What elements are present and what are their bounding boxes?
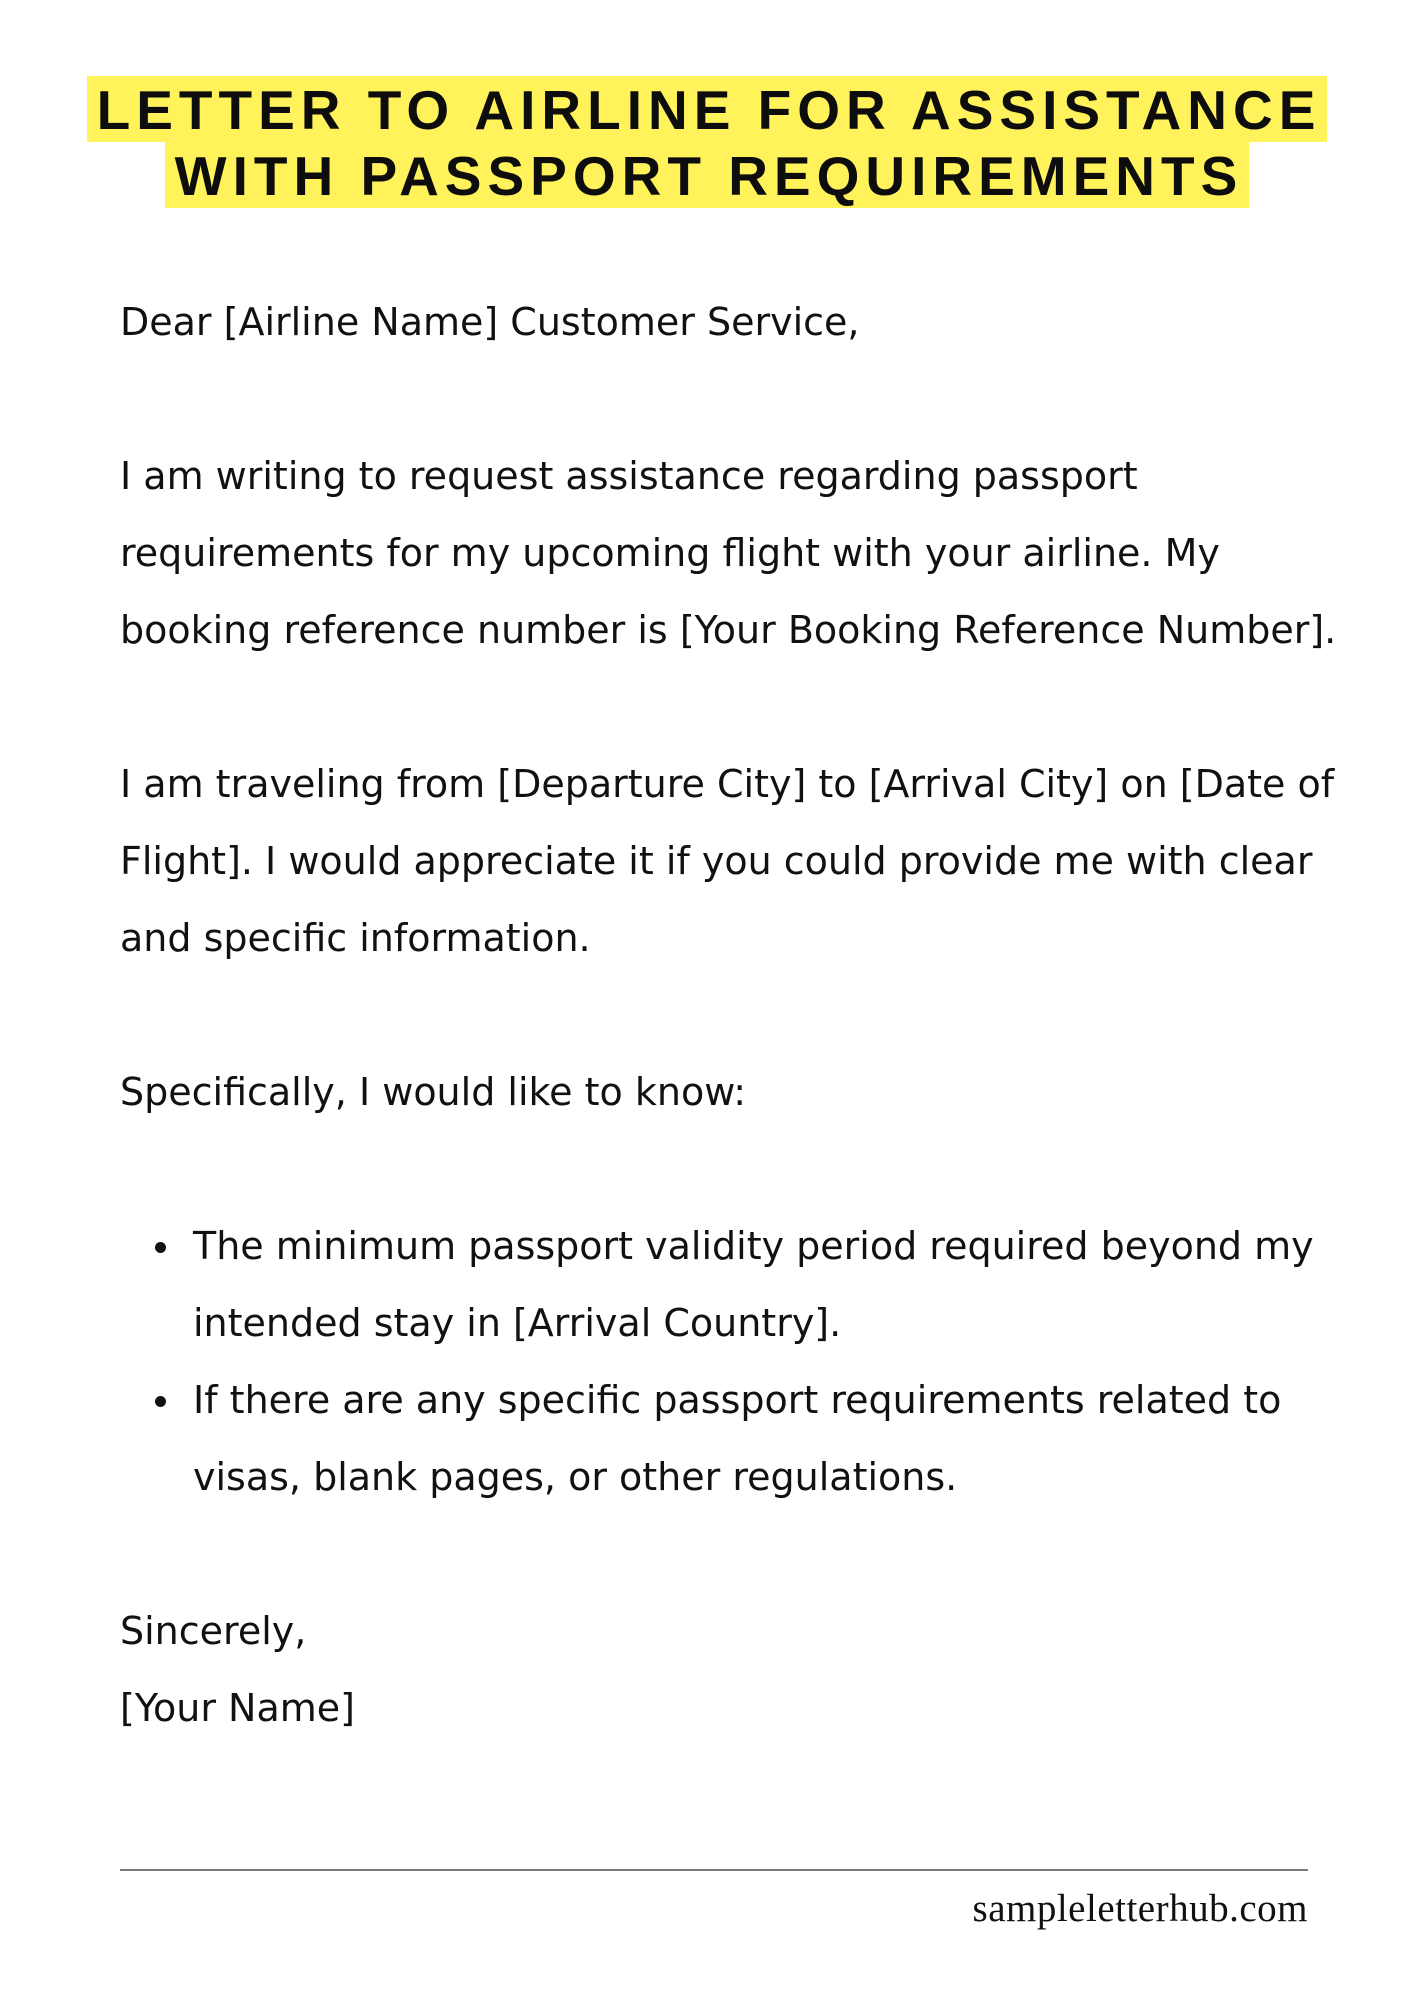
letter-body <box>120 284 1360 1747</box>
list-item-text: If there are any specific passport requirements related to visas, blank pages, or other regulations. <box>193 1378 1282 1499</box>
list-intro: Specifically, I would like to know: <box>120 1070 746 1114</box>
footer-site: sampleletterhub.com <box>972 1887 1308 1930</box>
paragraph-travel: I am traveling from [Departure City] to [Arrival City] on [Date of Flight]. I would appreciate it if you could provide me with clear and specific information. <box>120 762 1335 960</box>
title-line-2: WITH PASSPORT REQUIREMENTS <box>165 142 1250 208</box>
list-item-text: The minimum passport validity period required beyond my intended stay in [Arrival Country]. <box>193 1224 1314 1345</box>
footer-divider <box>120 1869 1308 1871</box>
salutation: Dear [Airline Name] Customer Service, <box>120 300 860 344</box>
list-item <box>120 1208 1360 1362</box>
list-item <box>120 1362 1360 1516</box>
title-line-1: LETTER TO AIRLINE FOR ASSISTANCE <box>87 76 1328 142</box>
closing: Sincerely, <box>120 1609 307 1653</box>
bullet-icon <box>155 1396 166 1407</box>
requirements-list <box>120 1208 1360 1516</box>
paragraph-booking: I am writing to request assistance regarding passport requirements for my upcoming flight with your airline. My booking reference number is [Your Booking Reference Number]. <box>120 454 1337 652</box>
bullet-icon <box>155 1242 166 1253</box>
page-title <box>0 76 1414 208</box>
signature: [Your Name] <box>120 1686 355 1730</box>
